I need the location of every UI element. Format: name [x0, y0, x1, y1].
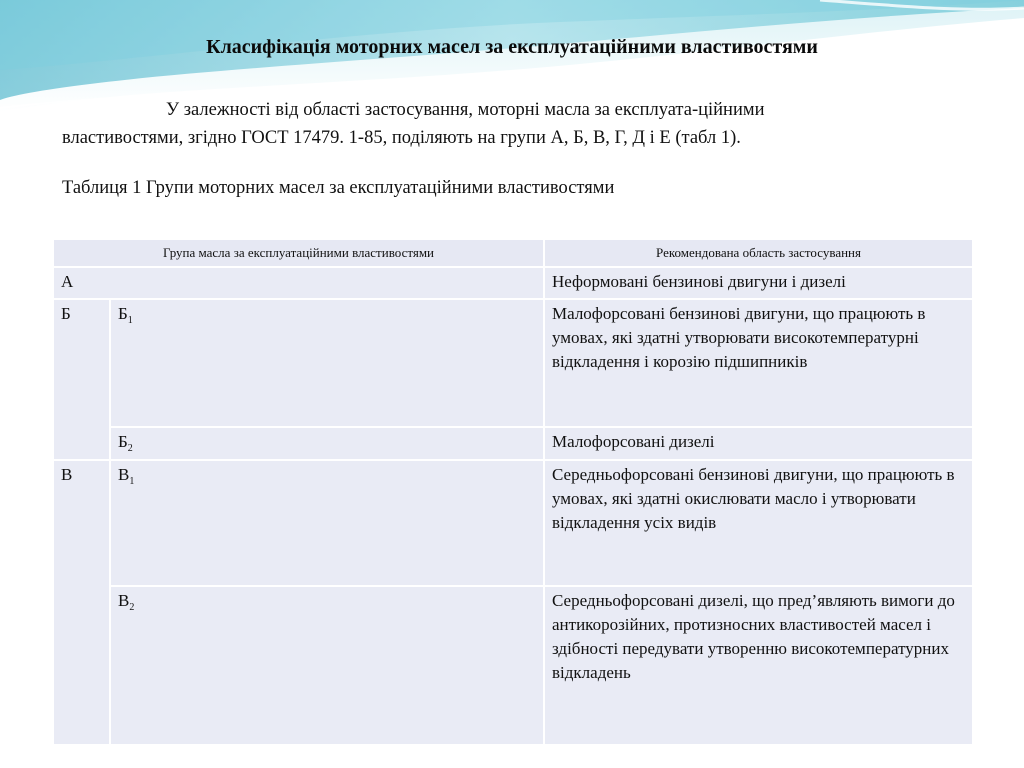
- intro-paragraph: [62, 96, 912, 152]
- header-group: Група масла за експлуатаційними властивостями: [53, 239, 544, 267]
- table-row: [53, 299, 973, 427]
- table-row: [53, 586, 973, 745]
- intro-line-2: властивостями, згідно ГОСТ 17479. 1-85, поділяють на групи А, Б, В, Г, Д і Е (табл 1).: [62, 128, 741, 148]
- table-header-row: [53, 239, 973, 267]
- subgroup-letter: Б: [118, 432, 128, 451]
- oil-groups-table: [52, 238, 974, 746]
- subgroup-index: 1: [127, 315, 133, 326]
- description-cell: Середньофорсовані бензинові двигуни, що працюють в умовах, які здатні окислювати масло і утворювати відкладення усіх видів: [544, 460, 973, 586]
- subgroup-cell-v2: [110, 586, 544, 745]
- group-cell-a: А: [53, 267, 544, 299]
- slide-title: Класифікація моторних масел за експлуатаційними властивостями: [206, 36, 818, 58]
- table-row: [53, 460, 973, 586]
- group-cell-b: Б: [53, 299, 110, 460]
- subgroup-letter: В: [118, 591, 130, 610]
- description-cell: Неформовані бензинові двигуни і дизелі: [544, 267, 973, 299]
- description-cell: Середньофорсовані дизелі, що пред’являють вимоги до антикорозійних, протизносних властивостей масел і здібності передувати утворенню високотемпературних відкладень: [544, 586, 973, 745]
- group-cell-v: В: [53, 460, 110, 745]
- subgroup-cell-b2: [110, 427, 544, 460]
- subgroup-index: 2: [127, 443, 133, 454]
- description-cell: Малофорсовані бензинові двигуни, що працюють в умовах, які здатні утворювати високотемпературні відкладення і корозію підшипників: [544, 299, 973, 427]
- subgroup-letter: Б: [118, 304, 128, 323]
- description-cell: Малофорсовані дизелі: [544, 427, 973, 460]
- table-row: [53, 427, 973, 460]
- intro-line-1: У залежності від області застосування, моторні масла за експлуата-ційними: [166, 100, 765, 120]
- subgroup-index: 1: [129, 476, 135, 487]
- table-caption: Таблиця 1 Групи моторних масел за експлуатаційними властивостями: [62, 178, 615, 198]
- subgroup-letter: В: [118, 465, 130, 484]
- subgroup-cell-b1: [110, 299, 544, 427]
- subgroup-index: 2: [129, 602, 135, 613]
- subgroup-cell-v1: [110, 460, 544, 586]
- header-application: Рекомендована область застосування: [544, 239, 973, 267]
- table-row: [53, 267, 973, 299]
